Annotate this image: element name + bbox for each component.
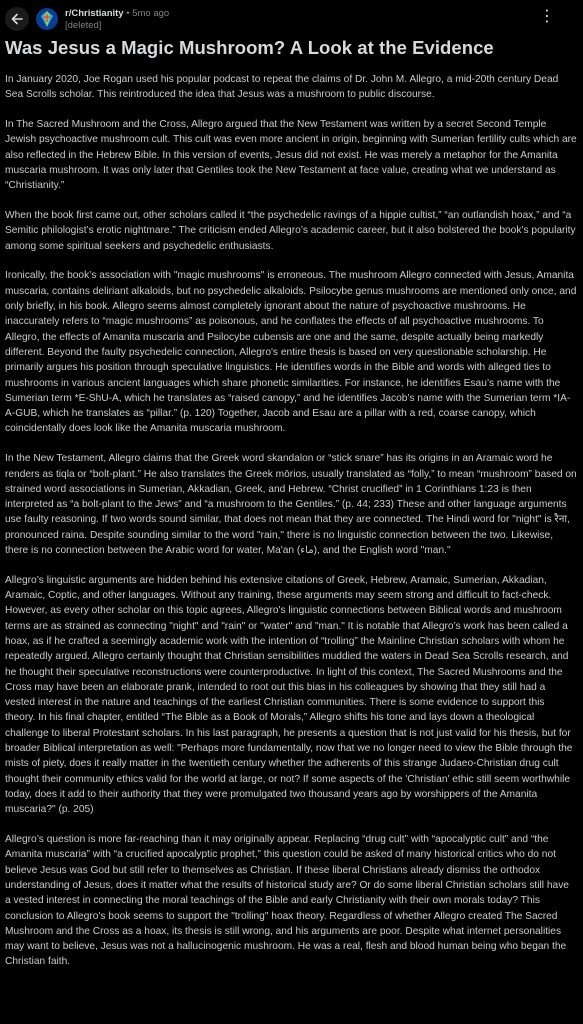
meta-separator: • <box>126 8 130 19</box>
post-paragraph: In the New Testament, Allegro claims that the Greek word skandalon or “stick snare” has its origins in an Aramaic word he renders as tiqla or “bolt-plant.” He also translates the Greek mōrios, usually translated as “folly,” to mean “mushroom” based on strained word associations in Sumerian, Akkadian, Greek, and Hebrew. “Christ crucified” in 1 Corinthians 1:23 is then interpreted as “a bolt-plant to the Jews” and “a mushroom to the Gentiles.” (p. 44; 233) These and other language arguments use faulty reasoning. If two words sound similar, that does not mean that they are connected. The Hindi word for "night" is रैना, pronounced raina. Despite sounding similar to the word "rain," there is no linguistic connection between the two. Likewise, there is no connection between the Arabic word for water, Ma'an (ماء), and the English word "man." <box>5 453 577 557</box>
post-title: Was Jesus a Magic Mushroom? A Look at the Evidence <box>5 37 494 58</box>
post-paragraph: In January 2020, Joe Rogan used his popular podcast to repeat the claims of Dr. John M. Allegro, a mid-20th century Dead Sea Scrolls scholar. This reintroduced the idea that Jesus was a mushroom to public discourse. <box>5 74 559 101</box>
more-vertical-icon: ⋮ <box>539 8 555 25</box>
subreddit-avatar[interactable] <box>36 8 58 30</box>
more-options-button[interactable] <box>538 8 556 28</box>
post-body <box>5 72 577 984</box>
subreddit-logo-icon <box>36 8 58 30</box>
post-meta <box>65 8 169 19</box>
post-paragraph: Allegro’s question is more far-reaching than it may originally appear. Replacing “drug cult” with “apocalyptic cult” and “the Amanita muscaria” with “a crucified apocalyptic prophet,” this question could be asked of many historical critics who do not believe Jesus was God but still refer to themselves as Christian. If these liberal Christians already dismiss the orthodox understanding of Jesus, does it matter what the results of historical study are? Or do some liberal Christian scholars still have a vested interest in connecting the moral teachings of the Bible and early Christianity with their own morals today? This conclusion to Allegro's book seems to support the "trolling" hoax theory. Regardless of whether Allegro created The Sacred Mushroom and the Cross as a hoax, its thesis is still wrong, and his arguments are poor. Despite what internet personalities may want to believe, Jesus was not a hallucinogenic mushroom. He was a real, flesh and blood human being who began the Christian faith. <box>5 834 569 968</box>
back-arrow-icon <box>10 12 24 26</box>
post-paragraph: In The Sacred Mushroom and the Cross, Allegro argued that the New Testament was written by a secret Second Temple Jewish psychoactive mushroom cult. This cult was even more ancient in origin, beginning with Sumerian fertility cults which are also reflected in the Hebrew Bible. In this version of events, Jesus did not exist. He was merely a metaphor for the Amanita muscaria mushroom. It was only later that Gentiles took the New Testament at face value, creating what we understand as “Christianity.” <box>5 119 577 192</box>
post-paragraph: When the book first came out, other scholars called it “the psychedelic ravings of a hippie cultist,” “an outlandish hoax,” and “a Semitic philologist’s erotic nightmare.” The criticism ended Allegro’s academic career, but it also bolstered the book’s popularity among some spiritual seekers and psychedelic enthusiasts. <box>5 210 576 252</box>
post-author: [deleted] <box>65 20 102 31</box>
subreddit-name[interactable]: r/Christianity <box>65 8 124 19</box>
back-button[interactable] <box>5 7 29 31</box>
post-time: 5mo ago <box>132 8 170 19</box>
post-header <box>0 0 583 38</box>
post-paragraph: Allegro’s linguistic arguments are hidden behind his extensive citations of Greek, Hebrew, Aramaic, Sumerian, Akkadian, Aramaic, Coptic, and other languages. Without any training, these arguments may seem strong and difficult to fact-check. However, as every other scholar on this topic agrees, Allegro's linguistic connections between Biblical words and mushroom terms are as strained as connecting "night" and "rain" or "water" and "man." It is notable that Allegro’s work has been called a hoax, as if he crafted a seemingly academic work with the intention of “trolling” the Mainline Christian scholars with whom he repeatedly argued. Allegro certainly thought that Christian sensibilities muddied the waters in Dead Sea Scrolls research, and he thought their speculative reconstructions were counterproductive. In light of this context, The Sacred Mushrooms and the Cross may have been an elaborate prank, intended to root out this bias in his colleagues by showing that they still had a vested interest in the nature and teachings of the earliest Christian communities. There is some evidence to support this theory. In his final chapter, entitled “The Bible as a Book of Morals,” Allegro shifts his tone and lays down a theological challenge to liberal Protestant scholars. In his last paragraph, he presents a question that is not just valid for his thesis, but for broader Biblical interpretation as well: "Perhaps more fundamentally, now that we no longer need to view the Bible through the mists of piety, does it really matter in the twentieth century whether the adherents of this strange Judaeo-Christian drug cult thought their community ethics valid for the world at large, or not? If some aspects of the 'Christian' ethic still seem worthwhile today, does it add to their authority that they were promulgated two thousand years ago by worshippers of the Amanita muscaria?" (p. 205) <box>5 574 573 816</box>
post-paragraph: Ironically, the book’s association with "magic mushrooms" is erroneous. The mushroom Allegro connected with Jesus, Amanita muscaria, contains deliriant alkaloids, but no psychedelic alkaloids. Psilocybe genus mushrooms are mentioned only once, and only briefly, in his book. Allegro seems almost completely ignorant about the nature of psychoactive mushrooms. He inaccurately refers to “magic mushrooms” as poisonous, and he conflates the effects of all psychoactive mushrooms. To Allegro, the effects of Amanita muscaria and Psilocybe cubensis are one and the same, despite actually being markedly different. Beyond the faulty psychedelic connection, Allegro's entire thesis is based on very questionable scholarship. He primarily argues his position through speculative linguistics. He identifies words in the Bible and words with alleged ties to mushrooms in various ancient languages which share phonetic similarities. For instance, he identifies Esau’s name with the Sumerian term *E-ShU-A, which he translates as “raised canopy,” and he identifies Jacob’s name with the Sumerian term *IA-A-GUB, which he translates as “pillar.” (p. 120) Together, Jacob and Esau are a pillar with a red, coarse canopy, which coincidentally does look like the Amanita muscaria mushroom. <box>5 270 577 435</box>
